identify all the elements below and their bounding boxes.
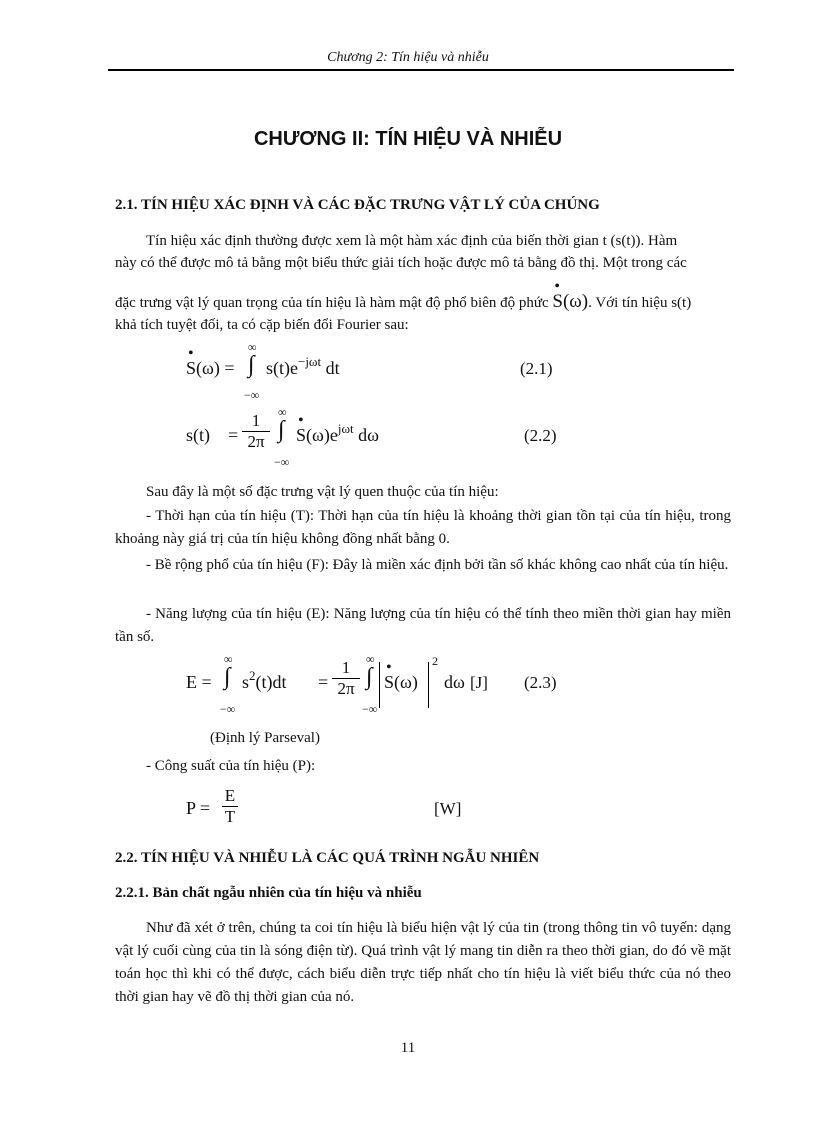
list-item-bandwidth: - Bề rộng phổ của tín hiệu (F): Đây là miền xác định bởi tần số khác không cao nhất của tín hiệu. — [146, 557, 729, 573]
eq3-tail: dω — [444, 672, 465, 692]
numerator: 1 — [332, 658, 360, 679]
eq4-lhs: P = — [186, 798, 210, 818]
exponent-two: 2 — [432, 654, 438, 668]
paragraph-line: này có thể được mô tả bằng một biểu thức giải tích hoặc được mô tả bằng đồ thị. Một trong các — [115, 255, 687, 271]
equation-2-1 — [186, 340, 706, 400]
equals-sign: = — [318, 672, 329, 692]
equation-power — [186, 786, 706, 836]
paragraph-text: đặc trưng vật lý quan trọng của tín hiệu là hàm mật độ phổ biên độ phức — [115, 295, 549, 311]
eq2-lhs: s(t) — [186, 425, 210, 445]
abs-bar-right — [428, 662, 429, 708]
page-number: 11 — [400, 1040, 416, 1056]
eq2-body: • $S(\omega)e^{j\omega t}$ dω — [296, 412, 379, 445]
integral-lower-limit: −∞ — [244, 388, 260, 402]
section-heading-2-1: 2.1. TÍN HIỆU XÁC ĐỊNH VÀ CÁC ĐẶC TRƯNG VẬT LÝ CỦA CHÚNG — [115, 197, 600, 213]
list-item-power: - Công suất của tín hiệu (P): — [146, 758, 316, 774]
dot-accent: • — [554, 278, 561, 295]
fraction-e-over-t — [222, 786, 238, 827]
paragraph-line: Tín hiệu xác định thường được xem là một hàm xác định của biến thời gian t (s(t)). Hàm — [146, 233, 678, 249]
equation-number: (2.2) — [524, 426, 557, 445]
fraction-one-over-two-pi — [332, 658, 360, 699]
paragraph-line — [115, 278, 692, 313]
eq3-lhs: E = — [186, 672, 212, 692]
eq1-body: $s(t)e^{-j\omega t}$ dt — [266, 354, 340, 378]
integral-sign: ∫ — [278, 417, 285, 443]
integral-upper-limit: ∞ — [248, 340, 257, 354]
parseval-note: (Định lý Parseval) — [210, 730, 320, 746]
abs-bar-left — [379, 662, 380, 708]
chapter-title: CHƯƠNG II: TÍN HIỆU VÀ NHIỄU — [253, 128, 563, 150]
dot-accent: • — [188, 345, 194, 362]
numerator: E — [222, 786, 238, 807]
fraction-one-over-two-pi — [242, 411, 270, 452]
integral-sign: ∫ — [248, 352, 255, 378]
unit-watt: [W] — [434, 799, 462, 818]
symbol-text: S(ω) — [552, 291, 589, 312]
integral-lower-limit: −∞ — [274, 455, 290, 469]
dot-accent: • — [386, 659, 392, 676]
denominator: T — [224, 807, 236, 826]
complex-spectrum-symbol — [552, 278, 589, 313]
equation-number: (2.3) — [524, 673, 557, 692]
section-heading-2-2: 2.2. TÍN HIỆU VÀ NHIỄU LÀ CÁC QUÁ TRÌNH NGẪU NHIÊN — [115, 850, 540, 866]
header-rule — [108, 69, 734, 71]
eq1-lhs: • S(ω) = — [186, 345, 235, 378]
equation-2-3 — [186, 650, 706, 720]
list-item-duration: - Thời hạn của tín hiệu (T): Thời hạn của tín hiệu là khoảng thời gian tồn tại của tín hiệu, trong khoảng này giá trị của tín hiệu không đồng nhất bằng 0. — [115, 508, 731, 547]
denominator: 2π — [337, 679, 355, 698]
integral-upper-limit: ∞ — [366, 652, 375, 666]
integral-sign: ∫ — [366, 664, 373, 690]
integral-lower-limit: −∞ — [362, 702, 378, 716]
equation-number: (2.1) — [520, 359, 553, 378]
eq3-spectrum: • S(ω) — [384, 659, 418, 692]
eq3-time-integrand: $s^2(t)dt$ — [242, 668, 287, 692]
integral-lower-limit: −∞ — [220, 702, 236, 716]
integral-upper-limit: ∞ — [224, 652, 233, 666]
list-item-energy: - Năng lượng của tín hiệu (E): Năng lượng của tín hiệu có thể tính theo miền thời gian hay miền tần số. — [115, 606, 731, 645]
equals-sign: = — [228, 425, 239, 445]
paragraph-line: khả tích tuyệt đối, ta có cặp biến đổi Fourier sau: — [115, 317, 409, 333]
unit-joule: [J] — [470, 673, 488, 692]
paragraph-line: Sau đây là một số đặc trưng vật lý quen thuộc của tín hiệu: — [146, 484, 499, 500]
dot-accent: • — [298, 412, 304, 429]
integral-upper-limit: ∞ — [278, 405, 287, 419]
subsection-heading-2-2-1: 2.2.1. Bản chất ngẫu nhiên của tín hiệu và nhiễu — [115, 885, 422, 901]
paragraph-text: . Với tín hiệu s(t) — [588, 295, 692, 311]
paragraph: Như đã xét ở trên, chúng ta coi tín hiệu là biểu hiện vật lý của tin (trong thông tin vô tuyến: dạng vật lý cuối cùng của tin là sóng điện từ). Quá trình vật lý mang tin diễn ra theo thời gian, do đó về mặt toán học thì khi có thể được, cách biểu diễn trực tiếp nhất cho tín hiệu là viết biểu thức của nó theo thời gian hay vẽ đồ thị thời gian của nó. — [115, 920, 731, 1005]
running-header: Chương 2: Tín hiệu và nhiễu — [327, 50, 489, 65]
denominator: 2π — [247, 432, 265, 451]
equation-2-2 — [186, 405, 706, 467]
integral-sign: ∫ — [224, 664, 231, 690]
numerator: 1 — [242, 411, 270, 432]
